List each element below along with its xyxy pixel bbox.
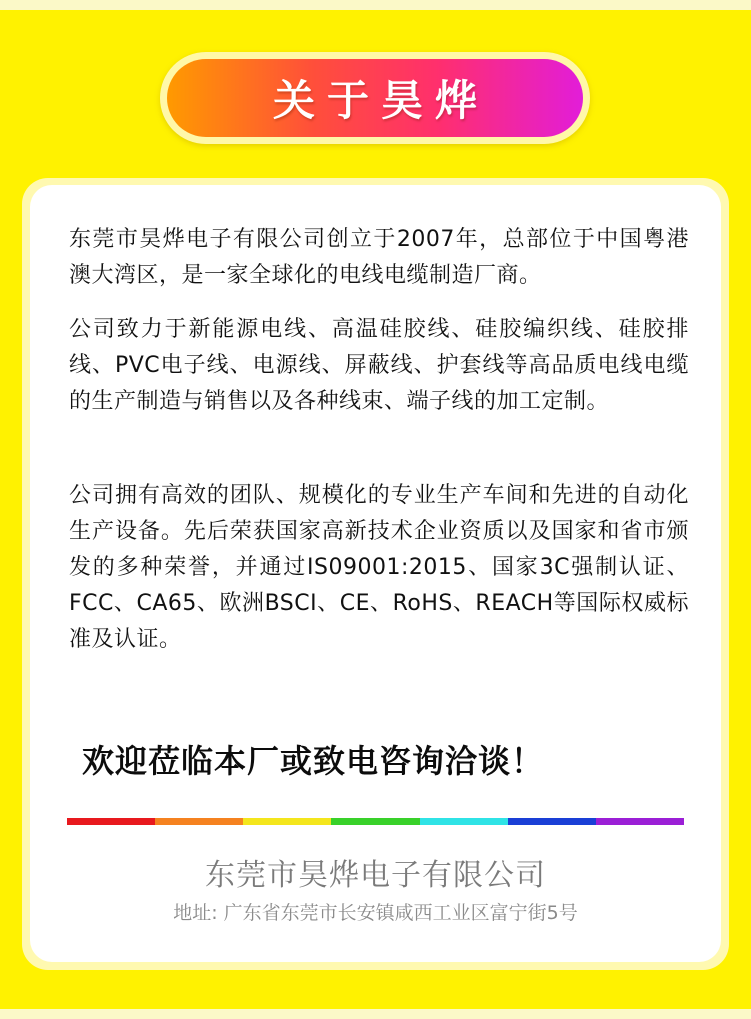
title-banner (167, 59, 583, 137)
divider-segment-cyan (420, 818, 508, 825)
products-paragraph: 公司致力于新能源电线、高温硅胶线、硅胶编织线、硅胶排线、PVC电子线、电源线、屏蔽线、护套线等高品质电线电缆的生产制造与销售以及各种线束、端子线的加工定制。 (69, 317, 689, 414)
top-border-band (0, 0, 751, 10)
company-address: 地址: 广东省东莞市长安镇咸西工业区富宁街5号 (173, 902, 578, 924)
divider-segment-red (67, 818, 155, 825)
divider-segment-blue (508, 818, 596, 825)
divider-segment-purple (596, 818, 684, 825)
certifications-paragraph: 公司拥有高效的团队、规模化的专业生产车间和先进的自动化生产设备。先后荣获国家高新技术企业资质以及国家和省市颁发的多种荣誉，并通过IS09001:2015、国家3C强制认证、FCC、CA65、欧洲BSCI、CE、RoHS、REACH等国际权威标准及认证。 (69, 483, 689, 652)
divider-segment-yellow (243, 818, 331, 825)
page-title: 关于昊烨 (272, 76, 489, 125)
invitation-text: 欢迎莅临本厂或致电咨询洽谈！ (82, 742, 545, 780)
bottom-border-band (0, 1009, 751, 1019)
rainbow-divider (67, 818, 684, 825)
company-name: 东莞市昊烨电子有限公司 (205, 858, 546, 893)
intro-paragraph: 东莞市昊烨电子有限公司创立于2007年，总部位于中国粤港澳大湾区，是一家全球化的电线电缆制造厂商。 (69, 227, 689, 288)
divider-segment-orange (155, 818, 243, 825)
divider-segment-green (331, 818, 419, 825)
